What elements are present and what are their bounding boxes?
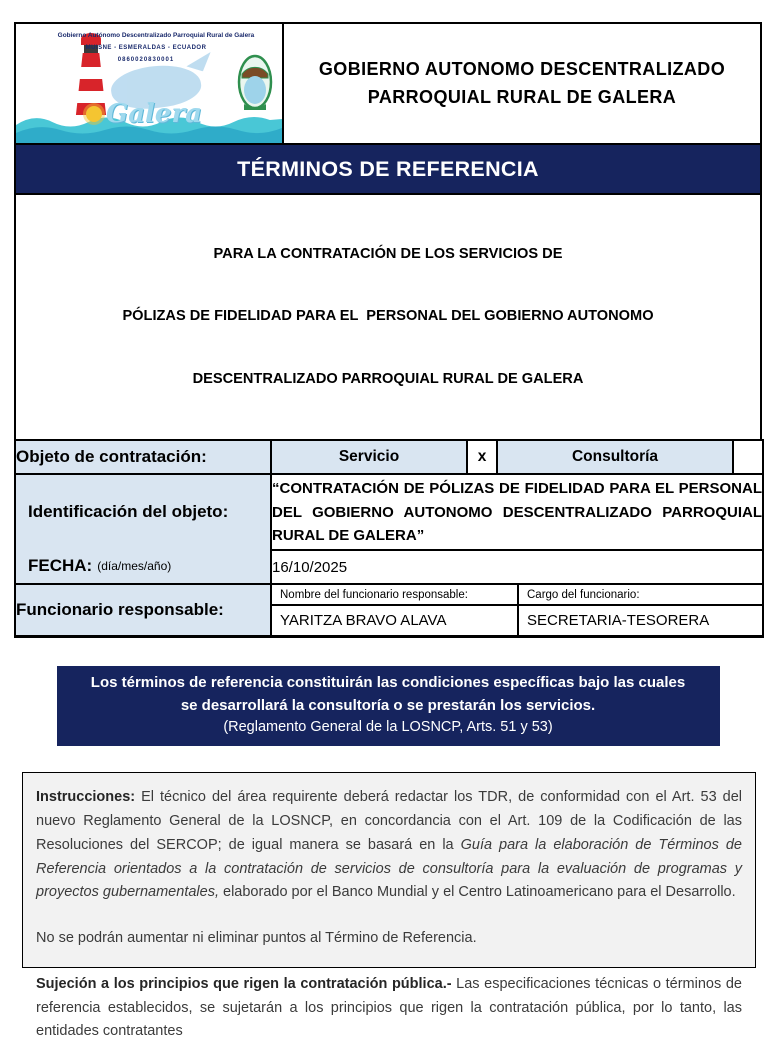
identificacion-fecha-label-cell [15,474,271,584]
terms-of-reference-document [14,22,762,1040]
cargo-value: SECRETARIA-TESORERA [517,606,762,635]
sun-icon [86,106,102,122]
instructions-block [22,772,756,1040]
identificacion-label: Identificación del objeto: [28,502,229,522]
institution-logo [16,24,282,143]
logo-org-name: Gobierno Autónomo Descentralizado Parroquial Rural de Galera [57,32,255,39]
contract-subtitle [14,193,762,441]
servicio-cell: Servicio [271,440,467,474]
servicio-checkbox-cell: x [467,440,497,474]
cargo-header: Cargo del funcionario: [517,585,762,606]
subtitle-line3: DESCENTRALIZADO PARROQUIAL RURAL DE GALERA [192,370,584,387]
nombre-header: Nombre del funcionario responsable: [272,585,517,606]
subtitle-line1: PARA LA CONTRATACIÓN DE LOS SERVICIOS DE [213,245,563,262]
instructions-paragraph-2: No se podrán aumentar ni eliminar puntos al Término de Referencia. [36,930,477,947]
document-header [14,22,762,145]
consultoria-checkbox-cell [733,440,763,474]
identificacion-value-cell: “CONTRATACIÓN DE PÓLIZAS DE FIDELIDAD PARA EL PERSONAL DEL GOBIERNO AUTONOMO DESCENTRALIZADO PARROQUIAL RURAL DE GALERA” [271,474,763,549]
logo-script-name: Galera [86,99,202,129]
logo-location: MUISNE - ESMERALDAS - ECUADOR [85,45,207,51]
contract-info-table [14,439,764,638]
nombre-value: YARITZA BRAVO ALAVA [280,612,447,630]
legal-note-line2: se desarrollará la consultoría o se prestarán los servicios. [180,696,596,714]
fecha-label: FECHA: (día/mes/año) [28,556,172,576]
consultoria-cell: Consultoría [497,440,733,474]
funcionario-label-cell: Funcionario responsable: [15,584,271,637]
logo-registry-number: 0860020830001 [117,57,175,63]
legal-note-line1: Los términos de referencia constituirán las condiciones específicas bajo las cuales [90,674,686,692]
funcionario-detail-cell [271,584,763,637]
fecha-value-cell: 16/10/2025 [271,550,763,585]
logo-cell [16,24,284,143]
institution-title-line1: GOBIERNO AUTONOMO DESCENTRALIZADO [318,58,726,79]
objeto-label-cell: Objeto de contratación: [15,440,271,474]
coat-of-arms-icon [236,52,274,114]
institution-title-line2: PARROQUIAL RURAL DE GALERA [367,86,677,107]
instructions-paragraph-3: Sujeción a los principios que rigen la contratación pública.- Las especificaciones técnicas o términos de referencia establecidos, se sujetarán a los principios que rigen la contratación pública, por lo tanto, las entidades contratantes [36,975,742,1040]
instructions-paragraph-1: Instrucciones: El técnico del área requirente deberá redactar los TDR, de conformidad con el Art. 53 del nuevo Reglamento General de la LOSNCP, en concordancia con el Art. 109 de la Codificación de las Resoluciones del SERCOP; de igual manera se basará en la Guía para la elaboración de Términos de Referencia orientados a la contratación de servicios de consultoría para la evaluación de programas y proyectos gubernamentales, elaborado por el Banco Mundial y el Centro Latinoamericano para el Desarrollo. [36,789,742,901]
subtitle-line2: PÓLIZAS DE FIDELIDAD PARA EL PERSONAL DEL GOBIERNO AUTONOMO [122,308,654,325]
document-title-banner: TÉRMINOS DE REFERENCIA [14,143,762,195]
institution-title [284,24,760,143]
logo-text [50,32,255,63]
legal-note-citation: (Reglamento General de la LOSNCP, Arts. 51 y 53) [223,719,553,736]
legal-note-box [57,666,720,746]
